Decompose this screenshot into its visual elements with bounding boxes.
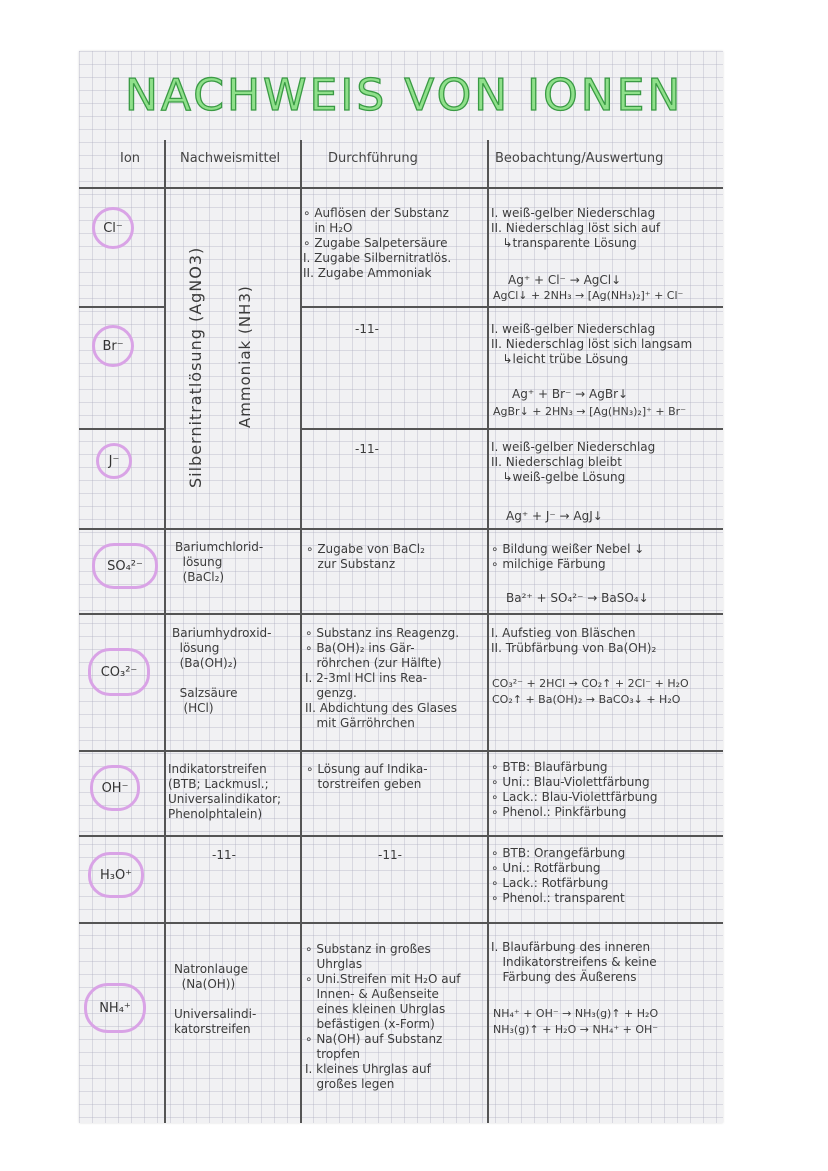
row-divider [79,750,723,752]
header-agent: Nachweismittel [180,151,281,166]
column-divider [487,140,489,1123]
ion-badge-carbonate [88,648,150,696]
observation-text: I. Blaufärbung des inneren Indikatorstreifens & keine Färbung des Äußerens [491,940,657,984]
agent-text: Indikatorstreifen (BTB; Lackmusl.; Universalindikator; Phenolphtalein) [168,762,282,821]
observation-text: ∘ BTB: Orangefärbung ∘ Uni.: Rotfärbung ∘ Lack.: Rotfärbung ∘ Phenol.: transparent [491,846,626,905]
equation: Ba²⁺ + SO₄²⁻ → BaSO₄↓ [506,591,649,605]
ion-badge-hydroxide [90,765,140,811]
ion-label: H₃O⁺ [99,867,133,883]
row-divider [300,306,723,308]
observation-text: I. weiß-gelber Niederschlag II. Niederschlag löst sich auf ↳transparente Lösung [491,206,661,250]
agent-ammonia: Ammoniak (NH3) [236,285,254,428]
equation: Ag⁺ + Cl⁻ → AgCl↓ [508,273,622,287]
column-divider [300,140,302,1123]
header-procedure: Durchführung [328,151,418,166]
equation: Ag⁺ + Br⁻ → AgBr↓ [512,387,629,401]
ion-badge-oxonium [88,852,144,898]
equation: Ag⁺ + J⁻ → AgJ↓ [506,509,603,523]
row-divider [79,835,723,837]
ion-label: J⁻ [108,453,120,469]
equation: AgBr↓ + 2HN₃ → [Ag(HN₃)₂]⁺ + Br⁻ [493,405,687,418]
procedure-text: -11- [355,442,379,456]
procedure-text: ∘ Auflösen der Substanz in H₂O ∘ Zugabe Salpetersäure I. Zugabe Silbernitratlös. II. Zugabe Ammoniak [303,206,452,280]
observation-text: I. weiß-gelber Niederschlag II. Niederschlag bleibt ↳weiß-gelbe Lösung [491,440,656,484]
ion-badge-sulfate [92,543,158,589]
row-divider [79,613,723,615]
row-divider [79,428,164,430]
agent-text: -11- [212,848,236,862]
agent-silver-nitrate: Silbernitratlösung (AgNO3) [186,246,205,488]
ion-label: Cl⁻ [103,220,123,236]
procedure-text: ∘ Substanz in großes Uhrglas ∘ Uni.Streifen mit H₂O auf Innen- & Außenseite eines kleinen Uhrglas befästigen (x-Form) ∘ Na(OH) auf Substanz tropfen I. kleines Uhrglas auf großes legen [305,942,461,1091]
row-divider [300,428,723,430]
ion-label: SO₄²⁻ [107,558,143,574]
row-divider [79,922,723,924]
procedure-text: ∘ Zugabe von BaCl₂ zur Substanz [306,542,425,571]
row-divider [79,187,723,189]
equation: NH₃(g)↑ + H₂O → NH₄⁺ + OH⁻ [493,1023,659,1036]
ion-label: OH⁻ [101,780,129,796]
observation-text: ∘ BTB: Blaufärbung ∘ Uni.: Blau-Violettfärbung ∘ Lack.: Blau-Violettfärbung ∘ Phenol.: Pinkfärbung [491,760,658,819]
procedure-text: -11- [378,848,402,862]
agent-text: Bariumchlorid- lösung (BaCl₂) [175,540,264,584]
equation: CO₂↑ + Ba(OH)₂ → BaCO₃↓ + H₂O [492,693,681,706]
header-observation: Beobachtung/Auswertung [495,151,664,166]
equation: NH₄⁺ + OH⁻ → NH₃(g)↑ + H₂O [493,1007,659,1020]
ion-badge-ammonium [84,983,146,1033]
ion-label: NH₄⁺ [99,1000,131,1016]
agent-text: Bariumhydroxid- lösung (Ba(OH)₂) Salzsäure (HCl) [172,626,272,715]
procedure-text: ∘ Lösung auf Indika- torstreifen geben [306,762,428,791]
observation-text: ∘ Bildung weißer Nebel ↓ ∘ milchige Färbung [491,542,645,571]
equation: CO₃²⁻ + 2HCl → CO₂↑ + 2Cl⁻ + H₂O [492,677,689,690]
observation-text: I. weiß-gelber Niederschlag II. Niederschlag löst sich langsam ↳leicht trübe Lösung [491,322,693,366]
ion-badge-bromide [92,325,134,367]
page-title: NACHWEIS VON IONEN [125,70,684,121]
ion-label: Br⁻ [102,338,124,354]
equation: AgCl↓ + 2NH₃ → [Ag(NH₃)₂]⁺ + Cl⁻ [493,289,684,302]
procedure-text: ∘ Substanz ins Reagenzg. ∘ Ba(OH)₂ ins Gär- röhrchen (zur Hälfte) I. 2-3ml HCl ins Rea- genzg. II. Abdichtung des Glases mit Gärröhrchen [305,626,460,730]
row-divider [79,528,723,530]
ion-badge-iodide [96,443,132,479]
procedure-text: -11- [355,322,379,336]
row-divider [79,306,164,308]
column-divider [164,140,166,1123]
observation-text: I. Aufstieg von Bläschen II. Trübfärbung von Ba(OH)₂ [491,626,657,655]
agent-text: Natronlauge (Na(OH)) Universalindi- katorstreifen [174,962,257,1036]
ion-badge-chloride [92,207,134,249]
header-ion: Ion [120,151,141,166]
ion-label: CO₃²⁻ [100,664,138,680]
